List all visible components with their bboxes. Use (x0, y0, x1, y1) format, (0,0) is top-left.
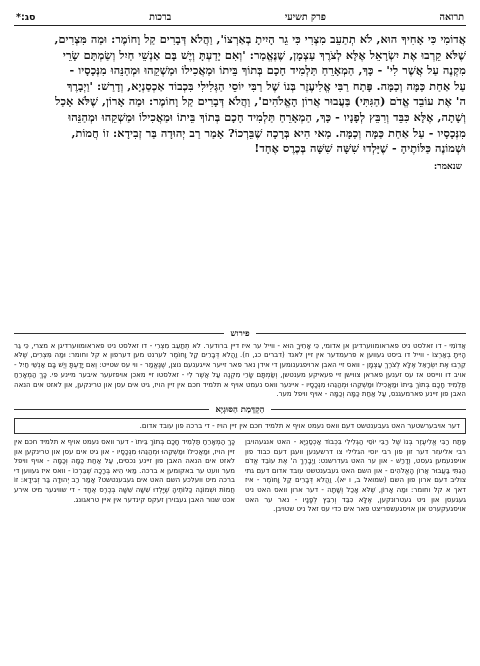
commentary-column-right: פָּתַח רַבִּי אֱלִיעֶזֶר בְּנוֹ שֶׁל רַבִּי יוֹסֵי הַגְּלִילִי בִּכְבוֹד אַכְסַנְיָא - האט אנגעהויבן רבי אליעזר דער זון פון רבי יוסי הגלילי צו דרשענען וועגן דעם כבוד פון אויפנעמען געסט, וְדָרַשׁ - און ער האט געדרשנט: וַיְבָרֶךְ ה' אֶת עוֹבֵד אֱדֹם הַגִּתִּי בַּעֲבוּר אֲרוֹן הָאֱלֹהִים - און השם האט געבענטשט עובד אדום דעם גתי צוליב דעם ארון פון השם (שמואל ב, ו יא). וַהֲלֹא דְּבָרִים קַל וָחוֹמֶר - איז דאך א קל וחומר: וּמַה אָרוֹן, שֶׁלֹּא אָכַל וְשָׁתָה - דער ארון וואס האט ניט געגעסן און ניט געטרונקען, אֶלָּא כִּבֵּד וְרִבֵּץ לְפָנָיו - נאר ער האט אויסגעקערט און אויסגעשפריצט פאר אים כדי עס זאל ניט שטויבן. (245, 437, 466, 514)
footnote-marker: שנאמר: (433, 161, 462, 172)
commentary-column-left: כָּךְ הַמְאָרֵחַ תַּלְמִיד חָכָם בְּתוֹךְ בֵּיתוֹ - דער וואס נעמט אויף א תלמיד חכם אין זיין הויז, וּמַאֲכִילוֹ וּמַשְׁקֵהוּ וּמְהַנֵּהוּ מִנְּכָסָיו - און גיט אים עסן און טרינקען און לאזט אים הנאה האבן פון זיינע נכסים, עַל אַחַת כַּמָּה וְכַמָּה - אויף וויפל מער וועט ער באקומען א ברכה. מַאי הִיא בְּרָכָה שֶׁבֵּרְכוֹ - וואס איז געווען די ברכה מיט וועלכע השם האט אים געבענטשט? אָמַר רַב יְהוּדָה בַּר זְבִידָא: זוֹ חֲמוֹת וּשְׁמוֹנֶה כַּלּוֹתֶיהָ שֶׁיָּלְדוּ שִׁשָּׁה שִׁשָּׁה בְּכֶרֶס אֶחָד - די שוויגער מיט אירע אכט שנור האבן געבוירן זעקס קינדער אין איין טראגונג. (14, 437, 235, 504)
running-header (14, 8, 466, 26)
header-right-label: תרואה (439, 12, 464, 23)
main-text-line: שֶׁלֹּא קֵרְבוּ אֶת יִשְׂרָאֵל אֶלָּא לְצֹרֶךְ עַצְמָן, שֶׁנֶּאֱמַר: 'וְאִם יָדַעְתָּ וְיֶשׁ בָּם אַנְשֵׁי חַיִל וְשַׂמְתָּם שָׂרֵי (62, 47, 466, 62)
two-column-commentary (14, 438, 466, 515)
page-number: סג:* (16, 12, 36, 23)
divider (14, 333, 224, 334)
divider (14, 409, 209, 410)
intro-box: דער אויבערשטער האט געבענטשט דעם וואס נעמט אויף א תלמיד חכם אין זיין הויז - די ברכה פון עובד אדום. (14, 418, 466, 434)
main-text-line: אֲדוֹמִי כִּי אָחִיךָ הוּא, לֹא תְתַעֵב מִצְרִי כִּי גֵר הָיִיתָ בְאַרְצוֹ', וַהֲלֹא דְּבָרִים קַל וָחוֹמֶר: וּמַה מִּצְרִים, (54, 32, 466, 46)
divider (271, 409, 466, 410)
commentary-paragraph: אֲדוֹמִי - דו זאלסט ניט פאראומווערדיגן אן אדומי, כִּי אָחִיךָ הוּא - ווייל ער איז דיין ברודער. לֹא תְתַעֵב מִצְרִי - דו זאלסט ניט פאראומווערדיגן א מצרי, כִּי גֵר הָיִיתָ בְאַרְצוֹ - ווייל דו ביסט געווען א פרעמדער אין זיין לאנד (דברים כג, ח). וַהֲלֹא דְּבָרִים קַל וָחוֹמֶר לערנט מען דערפון א קל וחומר: וּמַה מִּצְרִים, שֶׁלֹּא קֵרְבוּ אֶת יִשְׂרָאֵל אֶלָּא לְצֹרֶךְ עַצְמָן - וואס זיי האבן ארויפגענומען די אידן נאר פאר זייער אייגענעם נוצן, שֶׁנֶּאֱמַר - ווי עס שטייט: וְאִם יָדַעְתָּ וְיֶשׁ בָּם אַנְשֵׁי חַיִל - אויב דו ווייסט אז עס זענען פאראן צווישן זיי פעאיקע מענטשן, וְשַׂמְתָּם שָׂרֵי מִקְנֶה עַל אֲשֶׁר לִי - זאלסטו זיי מאכן אויפזעער איבער מיינע פי. כָּךְ הַמְאָרֵחַ תַּלְמִיד חָכָם בְּתוֹךְ בֵּיתוֹ וּמַאֲכִילוֹ וּמַשְׁקֵהוּ וּמְהַנֵּהוּ מִנְּכָסָיו - איינער וואס נעמט אויף א תלמיד חכם אין זיין הויז, גיט אים עסן און טרינקען, און לאזט אים הנאה האבן פון זיינע פארמעגנס, עַל אַחַת כַּמָּה וְכַמָּה - אויף וויפל מער. (14, 341, 466, 399)
main-text-line: עַל אַחַת כַּמָּה וְכַמָּה. פָּתַח רַבִּי אֱלִיעֶזֶר בְּנוֹ שֶׁל רַבִּי יוֹסֵי הַגְּלִילִי בִּכְבוֹד אַכְסַנְיָא, וְדָרַשׁ: 'וַיְבָרֶךְ (66, 78, 466, 93)
intro-heading (14, 404, 466, 415)
divider (256, 333, 466, 334)
main-text-line: מִנְּכָסָיו - עַל אַחַת כַּמָּה וְכַמָּה. מַאי הִיא בְּרָכָה שֶׁבֵּרְכוֹ? אָמַר רַב יְהוּדָה בַּר זְבִידָא: זוֹ חֲמוֹת, (71, 125, 466, 140)
main-text-line: ה' אֶת עוֹבֵד אֱדֹם (הַגִּתִּי) בַּעֲבוּר אֲרוֹן הָאֱלֹהִים', וַהֲלֹא דְּבָרִים קַל וָחוֹמֶר: וּמַה אָרוֹן, שֶׁלֹּא אָכַל (55, 94, 466, 109)
main-text-line: וּשְׁמוֹנֶה כַּלּוֹתֶיהָ - שֶׁיָּלְדוּ שִׁשָּׁה שִׁשָּׁה בְּכֶרֶס אֶחָד! (254, 141, 466, 156)
gemara-main-text (14, 32, 466, 157)
commentary-title: פירוש (230, 328, 250, 339)
header-tractate: ברכות (149, 12, 172, 23)
commentary-heading (14, 328, 466, 339)
main-text-line: מִקְנֶה עַל אֲשֶׁר לִי' - כָּךְ, הַמְאָרֵחַ תַּלְמִיד חָכָם בְּתוֹךְ בֵּיתוֹ וּמַאֲכִילוֹ וּמַשְׁקֵהוּ וּמְהַנֵּהוּ מִנְּכָסָיו - (69, 63, 466, 78)
header-chapter: פרק תשיעי (284, 12, 326, 23)
main-text-line: וְשָׁתָה, אֶלָּא כִּבֵּד וְרִבֵּץ לְפָנָיו - כָּךְ, הַמְאָרֵחַ תַּלְמִיד חָכָם בְּתוֹךְ בֵּיתוֹ וּמַאֲכִילוֹ וּמַשְׁקֵהוּ וּמְהַנֵּהוּ (68, 109, 466, 124)
blank-space (14, 172, 466, 324)
intro-title: הַקְדָּמַת הַסּוּגְיָא (215, 404, 265, 415)
